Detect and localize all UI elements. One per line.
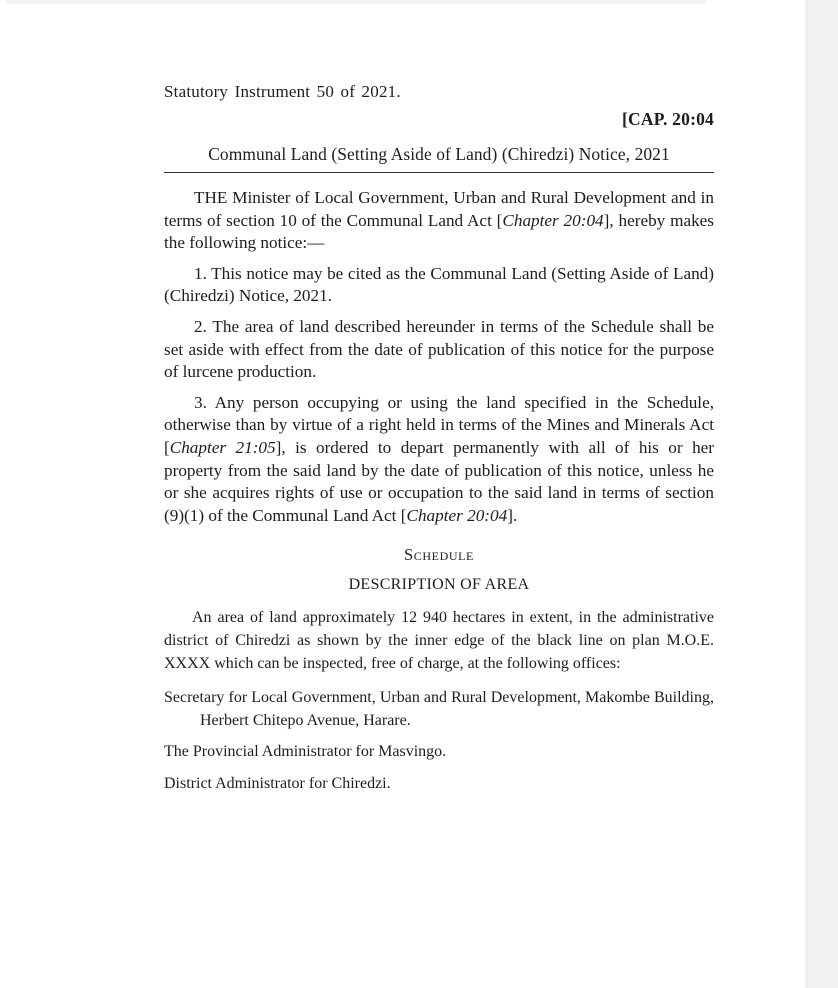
clause-2-paragraph: 2. The area of land described hereunder in terms of the Schedule shall be set aside with effect from the date of publication of this notice for the purpose of lurcene production. [164, 316, 714, 382]
preamble-paragraph [164, 187, 714, 255]
clause-3-text-3: ]. [507, 505, 518, 525]
cap-reference: [CAP. 20:04 [622, 109, 714, 129]
preamble-text-1: THE Minister of Local Government, Urban and Rural Development and in terms of section 10 of the Communal Land Act [ [164, 188, 714, 230]
clause-3-text-1: 3. Any person occupying or using the land specified in the Schedule, otherwise than by virtue of a right held in terms of the Mines and Minerals Act [ [164, 392, 714, 457]
office-item-district-administrator: District Administrator for Chiredzi. [164, 775, 391, 793]
office-item-provincial-administrator: The Provincial Administrator for Masvingo. [164, 743, 447, 761]
description-of-area-heading: DESCRIPTION OF AREA [348, 576, 530, 594]
notice-title-block [164, 144, 714, 173]
communal-land-act-chapter-italic: Chapter 20:04 [502, 210, 604, 230]
clause-3-text-2: ], is ordered to depart permanently with all of his or her property from the said land by the date of publication of this notice, unless he or she acquires rights of use or occupation to the said land in terms of section (9)(1) of the Communal Land Act [ [164, 437, 715, 525]
office-item-secretary: Secretary for Local Government, Urban and Rural Development, Makombe Building, Herbert Chitepo Avenue, Harare. [164, 688, 714, 729]
mines-minerals-act-chapter-italic: Chapter 21:05 [169, 437, 276, 457]
notice-title: Communal Land (Setting Aside of Land) (Chiredzi) Notice, 2021 [208, 144, 670, 164]
clause-3-paragraph [164, 392, 714, 528]
preamble-text-2: ], hereby makes the following notice:— [164, 210, 714, 253]
area-description-paragraph: An area of land approximately 12 940 hectares in extent, in the administrative district of Chiredzi as shown by the inner edge of the black line on plan M.O.E. XXXX which can be inspected, free of charge, at the following offices: [164, 609, 714, 672]
document-body [164, 82, 714, 796]
schedule-heading: Schedule [404, 545, 474, 565]
clause-1-paragraph: 1. This notice may be cited as the Communal Land (Setting Aside of Land) (Chiredzi) Notice, 2021. [164, 263, 714, 306]
scan-margin-right [805, 0, 838, 988]
statutory-instrument-line: Statutory Instrument 50 of 2021. [164, 82, 401, 101]
scan-edge-top [6, 0, 706, 4]
communal-land-act-chapter-italic-2: Chapter 20:04 [406, 505, 508, 525]
